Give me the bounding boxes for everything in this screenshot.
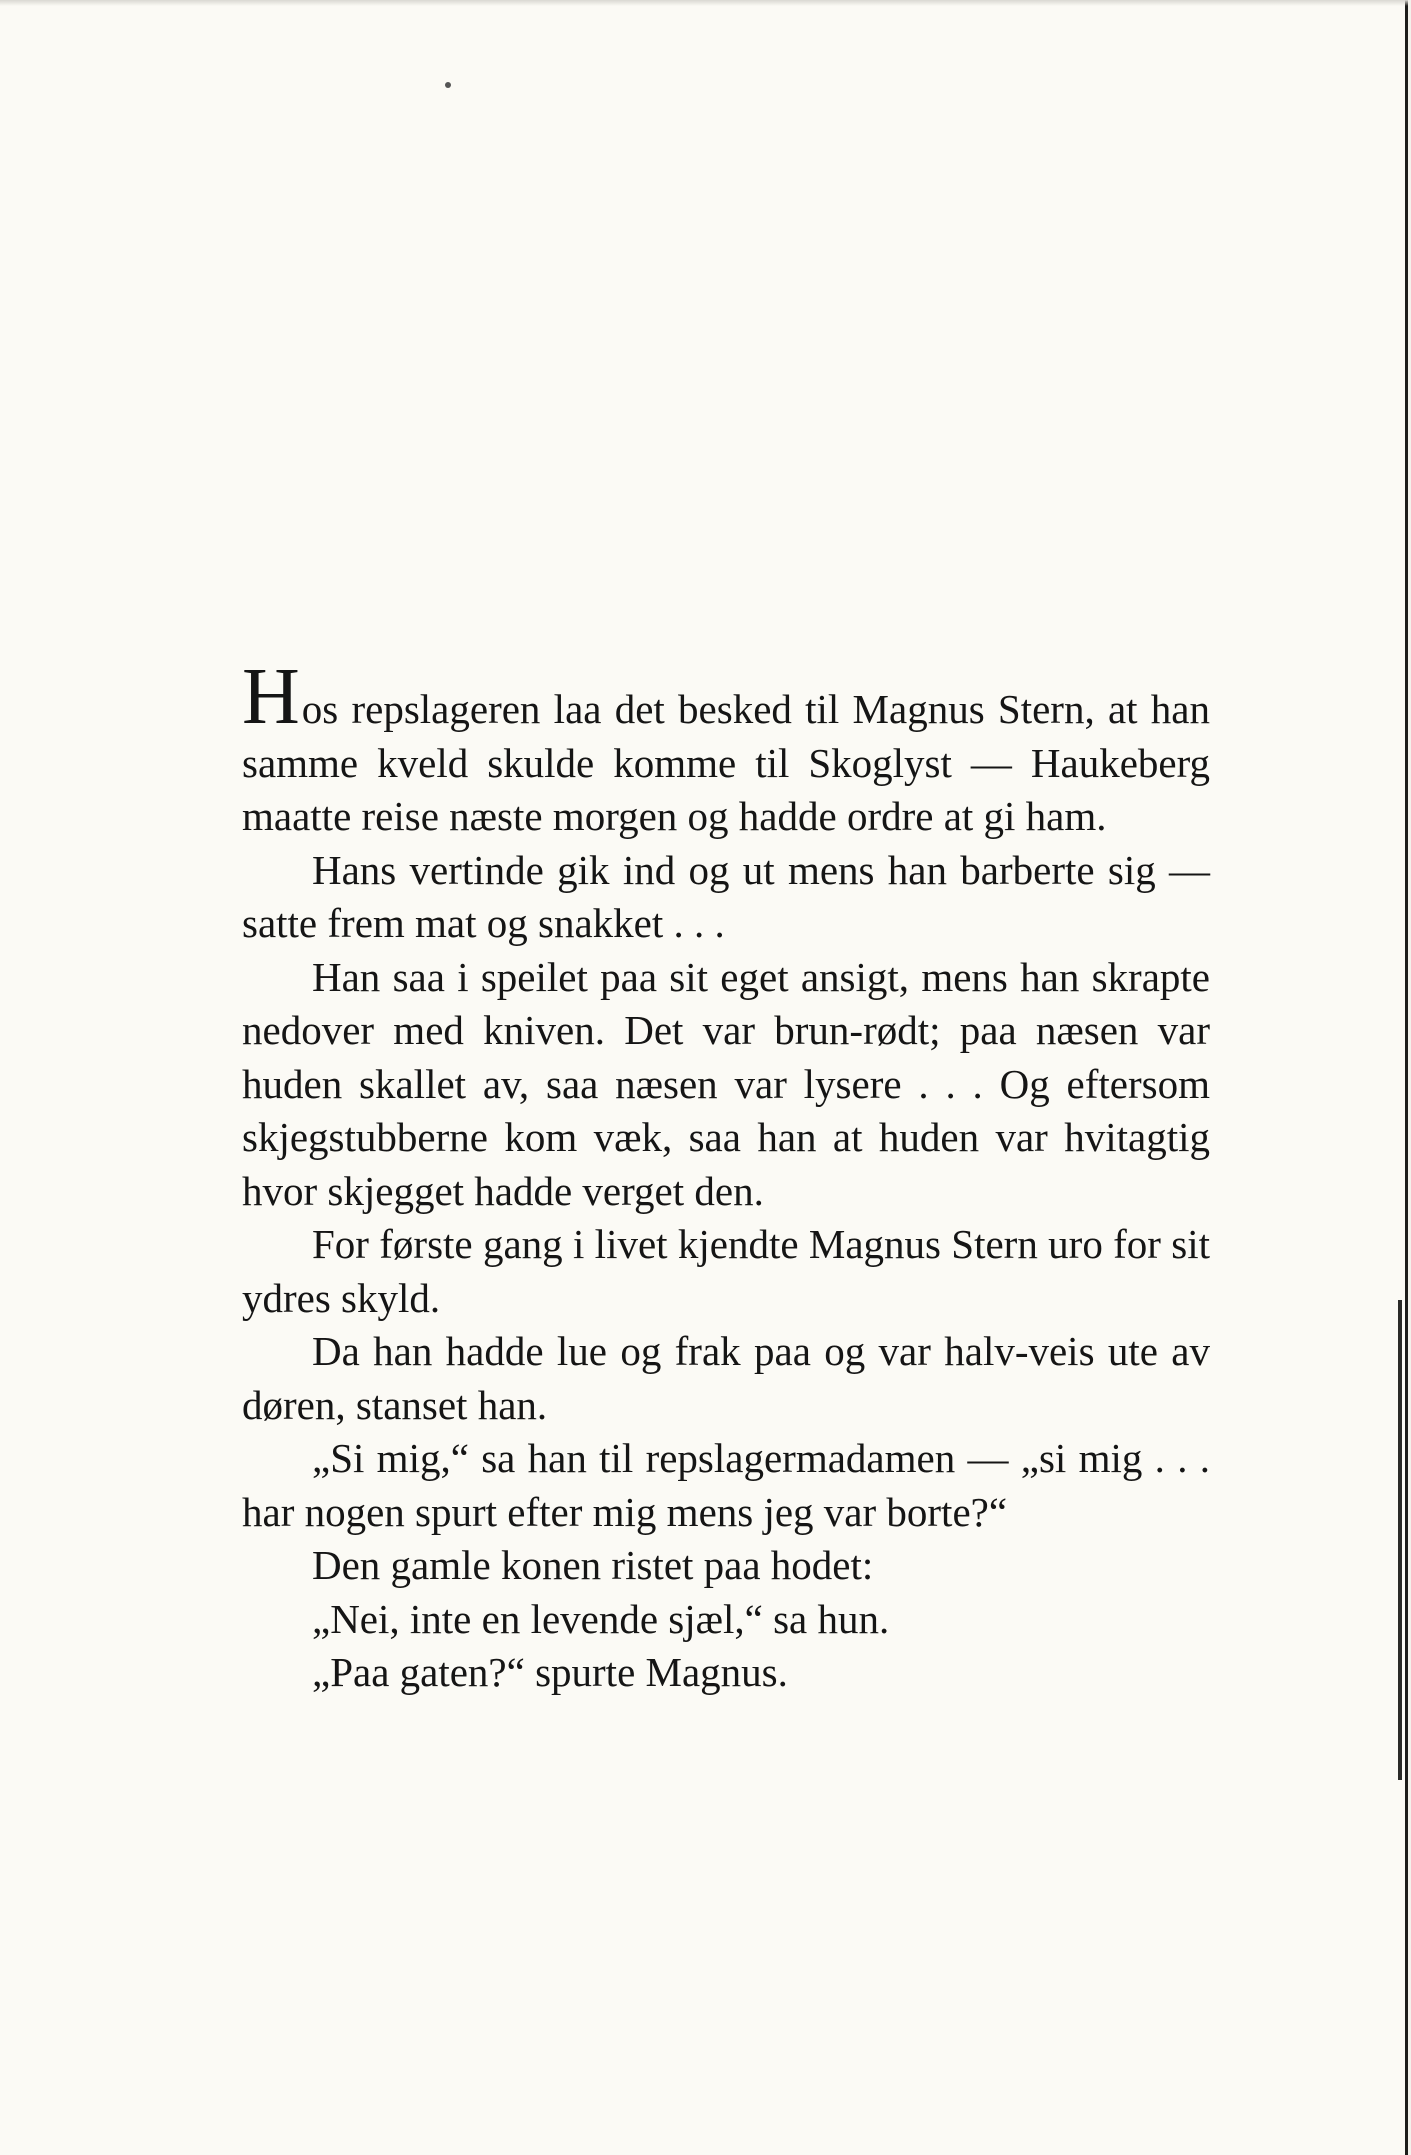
printer-speck <box>445 82 451 88</box>
paragraph-7: Den gamle konen ristet paa hodet: <box>312 1542 874 1588</box>
paragraph-6: „Si mig,“ sa han til repslagermadamen — „si mig . . . har nogen spurt efter mig mens jeg var borte?“ <box>242 1435 1210 1535</box>
paragraph-3: Han saa i speilet paa sit eget ansigt, mens han skrapte nedover med kniven. Det var brun-rødt; paa næsen var huden skallet av, saa næsen var lysere . . . Og eftersom skjegstubberne kom væk, saa han at huden var hvitagtig hvor skjegget hadde verget den. <box>242 953 1210 1214</box>
paragraph-8: „Nei, inte en levende sjæl,“ sa hun. <box>312 1595 890 1642</box>
page-edge-shadow <box>1398 1300 1402 1780</box>
body-text <box>242 653 1210 1700</box>
drop-cap: H <box>242 653 300 741</box>
paragraph-5: Da han hadde lue og frak paa og var halv-veis ute av døren, stanset han. <box>242 1328 1210 1428</box>
paragraph-9: „Paa gaten?“ spurte Magnus. <box>312 1649 788 1695</box>
paragraph-2: Hans vertinde gik ind og ut mens han barberte sig — satte frem mat og snakket . . . <box>242 846 1210 946</box>
paragraph-4: For første gang i livet kjendte Magnus Stern uro for sit ydres skyld. <box>242 1221 1210 1321</box>
paragraph-1-text: os repslageren laa det besked til Magnus Stern, at han samme kveld skulde komme til Skoglyst — Haukeberg maatte reise næste morgen og hadde ordre at gi ham. <box>242 686 1210 839</box>
paragraph-1 <box>242 653 1210 844</box>
page-top-edge <box>0 0 1408 6</box>
